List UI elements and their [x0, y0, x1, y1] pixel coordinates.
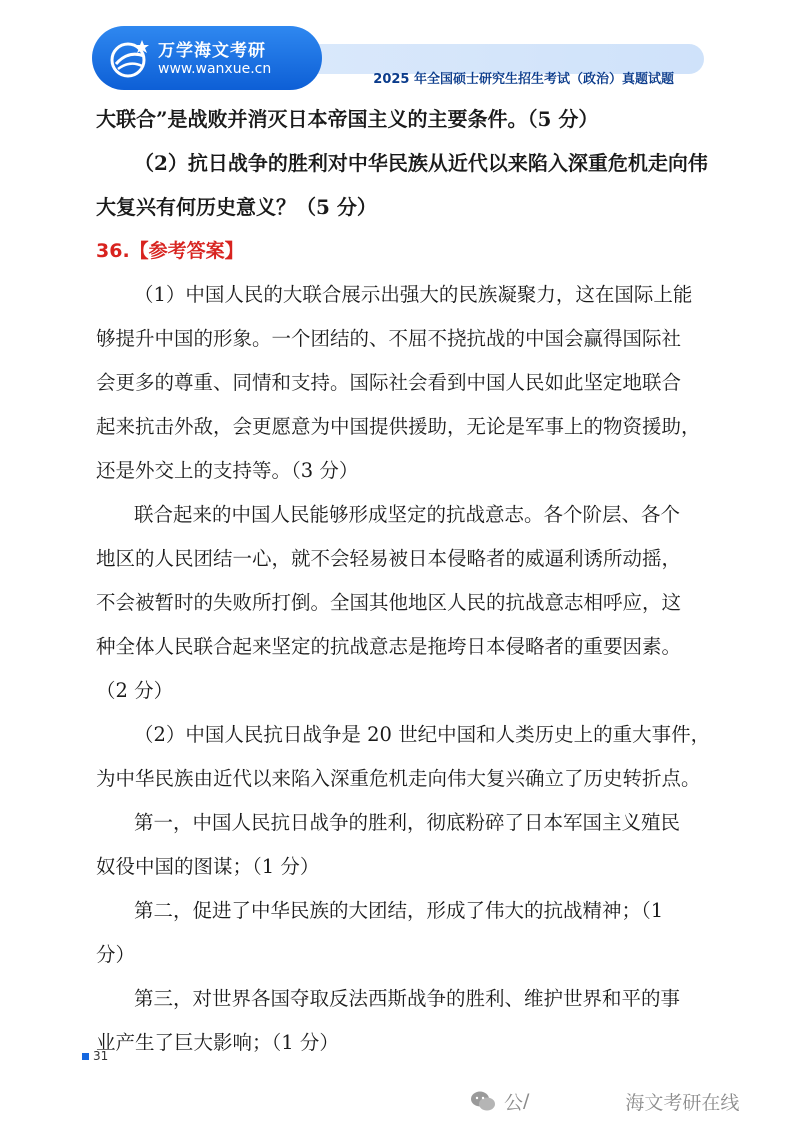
- watermark-left-text: 公: [504, 1091, 524, 1114]
- paragraph-line: （2）中国人民抗日战争是 20 世纪中国和人类历史上的重大事件，: [134, 723, 711, 746]
- question-2-line-2: 大复兴有何历史意义？（5 分）: [96, 195, 377, 219]
- paragraph-line: 够提升中国的形象。一个团结的、不屈不挠抗战的中国会赢得国际社: [96, 327, 682, 350]
- paragraph-line: 为中华民族由近代以来陷入深重危机走向伟大复兴确立了历史转折点。: [96, 767, 701, 790]
- question-2-line-1: （2）抗日战争的胜利对中华民族从近代以来陷入深重危机走向伟: [134, 151, 708, 175]
- paragraph-line: 会更多的尊重、同情和支持。国际社会看到中国人民如此坚定地联合: [96, 371, 682, 394]
- paragraph-line: 业产生了巨大影响；（1 分）: [96, 1031, 339, 1054]
- document-body: [96, 97, 710, 1065]
- paragraph-line: 联合起来的中国人民能够形成坚定的抗战意志。各个阶层、各个: [134, 503, 681, 526]
- paragraph-line: （1）中国人民的大联合展示出强大的民族凝聚力，这在国际上能: [134, 283, 693, 306]
- watermark: [470, 1085, 780, 1117]
- answer-heading: 36.【参考答案】: [96, 240, 244, 262]
- page-header: [92, 26, 704, 90]
- paragraph-line: （2 分）: [96, 679, 174, 702]
- page-marker-square: [82, 1053, 89, 1060]
- watermark-mid-text: /: [523, 1090, 530, 1112]
- page-number: [82, 1049, 108, 1063]
- wanxue-logo-icon: [106, 36, 154, 80]
- question-tail: 大联合”是战败并消灭日本帝国主义的主要条件。（5 分）: [96, 107, 599, 131]
- answer-paragraphs: [96, 273, 710, 1065]
- brand-url: www.wanxue.cn: [158, 61, 272, 77]
- paragraph-line: 起来抗击外敌，会更愿意为中国提供援助，无论是军事上的物资援助，: [96, 415, 701, 438]
- brand-name: 万学海文考研: [158, 41, 266, 61]
- paragraph-line: 分）: [96, 943, 136, 966]
- exam-title: 2025 年全国硕士研究生招生考试（政治）真题试题: [373, 72, 674, 87]
- brand-badge: [92, 26, 322, 90]
- paragraph-line: 不会被暂时的失败所打倒。全国其他地区人民的抗战意志相呼应，这: [96, 591, 682, 614]
- paragraph-line: 第三，对世界各国夺取反法西斯战争的胜利、维护世界和平的事: [134, 987, 681, 1010]
- paragraph-line: 第一，中国人民抗日战争的胜利，彻底粉碎了日本军国主义殖民: [134, 811, 681, 834]
- watermark-right-text: 海文考研在线: [625, 1091, 740, 1114]
- paragraph-line: 种全体人民联合起来坚定的抗战意志是拖垮日本侵略者的重要因素。: [96, 635, 682, 658]
- paragraph-line: 地区的人民团结一心，就不会轻易被日本侵略者的威逼利诱所动摇，: [96, 547, 682, 570]
- paragraph-line: 第二，促进了中华民族的大团结，形成了伟大的抗战精神；（1: [134, 899, 664, 922]
- wechat-icon: [470, 1090, 496, 1112]
- paragraph-line: 还是外交上的支持等。（3 分）: [96, 459, 359, 482]
- paragraph-line: 奴役中国的图谋；（1 分）: [96, 855, 320, 878]
- page-number-text: 31: [93, 1049, 109, 1063]
